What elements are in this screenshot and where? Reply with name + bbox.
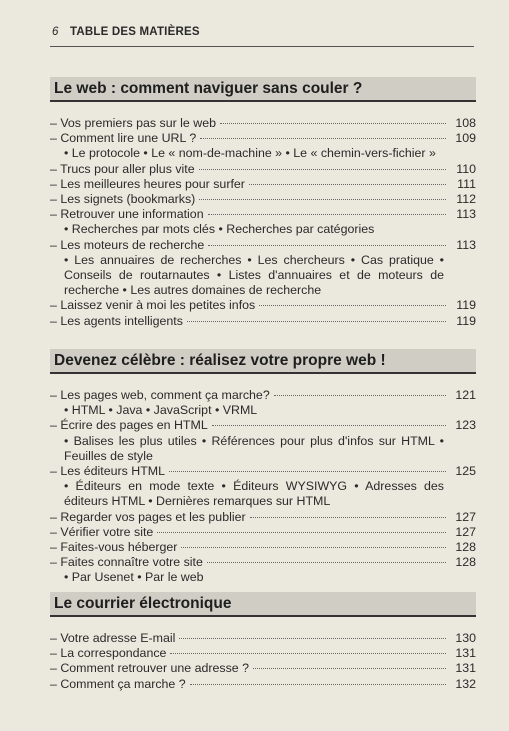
- dot-leader: [208, 214, 446, 215]
- toc-entry: [50, 540, 476, 555]
- toc-entry: [50, 388, 476, 403]
- toc-subtopics: • Balises les plus utiles • Références pour plus d'infos sur HTML • Feuilles de style: [64, 433, 444, 463]
- dot-leader: [249, 184, 446, 185]
- toc-entry: [50, 207, 476, 222]
- toc-entry: [50, 177, 476, 192]
- dot-leader: [179, 638, 446, 639]
- section-title: Le web : comment naviguer sans couler ?: [50, 77, 476, 102]
- toc-entry-page: 109: [455, 131, 476, 146]
- toc-entry-page: 119: [456, 298, 476, 313]
- toc-entry-label: – Votre adresse E-mail: [50, 631, 176, 645]
- toc-entry-page: 121: [455, 388, 476, 402]
- dot-leader: [274, 395, 446, 396]
- toc-entry: [50, 162, 476, 177]
- section-title: Devenez célèbre : réalisez votre propre web !: [50, 349, 476, 374]
- toc-entry-label: – Les meilleures heures pour surfer: [50, 176, 245, 191]
- section-email: [50, 592, 476, 692]
- toc-subtopics: • Par Usenet • Par le web: [64, 570, 204, 585]
- dot-leader: [170, 653, 446, 654]
- toc-entry: [50, 555, 476, 570]
- toc-entry: [50, 418, 476, 433]
- header-rule: [50, 46, 474, 47]
- toc-subtopics: • Le protocole • Le « nom-de-machine » • Le « chemin-vers-fichier »: [64, 146, 436, 161]
- dot-leader: [169, 471, 446, 472]
- toc-entry-label: – Trucs pour aller plus vite: [50, 161, 195, 176]
- dot-leader: [199, 199, 446, 200]
- toc-entry-label: – Les agents intelligents: [50, 313, 183, 328]
- dot-leader: [200, 138, 446, 139]
- toc-entry-page: 131: [455, 661, 476, 676]
- toc-subtopics: • Recherches par mots clés • Recherches par catégories: [64, 222, 375, 237]
- toc-entry-page: 119: [456, 313, 476, 328]
- dot-leader: [207, 562, 446, 563]
- toc-entry-label: – Les signets (bookmarks): [50, 192, 196, 207]
- dot-leader: [220, 123, 446, 124]
- toc-entry: [50, 298, 476, 313]
- dot-leader: [181, 547, 446, 548]
- entry-list: [50, 388, 476, 586]
- dot-leader: [208, 245, 446, 246]
- toc-entry-label: – Écrire des pages en HTML: [50, 418, 208, 433]
- toc-entry-page: 125: [455, 464, 476, 479]
- dot-leader: [157, 532, 446, 533]
- page-number: 6: [52, 26, 59, 38]
- page-title: TABLE DES MATIÈRES: [70, 26, 200, 38]
- toc-entry-page: 110: [456, 161, 476, 176]
- toc-entry-label: – Comment retrouver une adresse ?: [50, 661, 250, 676]
- toc-entry: [50, 238, 476, 253]
- toc-entry: [50, 525, 476, 540]
- section-build-website: [50, 349, 476, 586]
- dot-leader: [250, 517, 446, 518]
- section-web-navigation: [50, 77, 476, 329]
- toc-entry-page: 112: [456, 192, 476, 207]
- entry-list: [50, 631, 476, 692]
- toc-entry-label: – Vos premiers pas sur le web: [50, 116, 216, 130]
- toc-entry: [50, 192, 476, 207]
- toc-entry: [50, 631, 476, 646]
- dot-leader: [212, 425, 446, 426]
- dot-leader: [253, 668, 446, 669]
- toc-entry-page: 132: [455, 676, 476, 691]
- toc-entry-label: – Faites connaître votre site: [50, 555, 203, 570]
- toc-subtopics: • HTML • Java • JavaScript • VRML: [64, 403, 258, 418]
- dot-leader: [259, 305, 446, 306]
- toc-entry-page: 128: [455, 540, 476, 555]
- toc-entry-page: 113: [456, 207, 476, 222]
- toc-entry-page: 113: [456, 237, 476, 252]
- dot-leader: [187, 321, 446, 322]
- toc-entry: [50, 314, 476, 329]
- toc-subtopics: • Éditeurs en mode texte • Éditeurs WYSIWYG • Adresses des éditeurs HTML • Dernières remarques sur HTML: [64, 479, 444, 509]
- toc-entry-label: – Laissez venir à moi les petites infos: [50, 298, 256, 313]
- toc-entry: [50, 116, 476, 131]
- toc-entry-page: 128: [455, 555, 476, 570]
- page-header: [52, 26, 200, 38]
- toc-entry-label: – Comment lire une URL ?: [50, 131, 197, 146]
- toc-entry-page: 130: [455, 631, 476, 645]
- toc-entry-page: 131: [455, 646, 476, 661]
- section-title: Le courrier électronique: [50, 592, 476, 617]
- dot-leader: [190, 684, 446, 685]
- toc-entry: [50, 646, 476, 661]
- toc-entry: [50, 661, 476, 676]
- toc-entry-label: – La correspondance: [50, 646, 167, 661]
- toc-entry-page: 111: [457, 176, 476, 191]
- dot-leader: [199, 169, 446, 170]
- toc-entry: [50, 464, 476, 479]
- toc-entry-page: 123: [455, 418, 476, 433]
- toc-entry-page: 127: [455, 509, 476, 524]
- toc-entry-label: – Comment ça marche ?: [50, 676, 186, 691]
- toc-entry-label: – Les éditeurs HTML: [50, 464, 166, 479]
- toc-entry-label: – Vérifier votre site: [50, 524, 154, 539]
- toc-entry-label: – Les pages web, comment ça marche?: [50, 388, 270, 402]
- toc-entry: [50, 131, 476, 146]
- toc-subtopics: • Les annuaires de recherches • Les chercheurs • Cas pratique • Conseils de routarnautes • Listes d'annuaires et de moteurs de recherche • Les autres domaines de recherche: [64, 252, 444, 298]
- toc-entry: [50, 677, 476, 692]
- toc-entry-label: – Regarder vos pages et les publier: [50, 509, 246, 524]
- toc-entry-label: – Les moteurs de recherche: [50, 237, 205, 252]
- toc-entry-label: – Retrouver une information: [50, 207, 204, 222]
- toc-entry-page: 108: [455, 116, 476, 130]
- toc-entry-page: 127: [455, 524, 476, 539]
- toc-entry-label: – Faites-vous héberger: [50, 540, 178, 555]
- toc-entry: [50, 510, 476, 525]
- entry-list: [50, 116, 476, 329]
